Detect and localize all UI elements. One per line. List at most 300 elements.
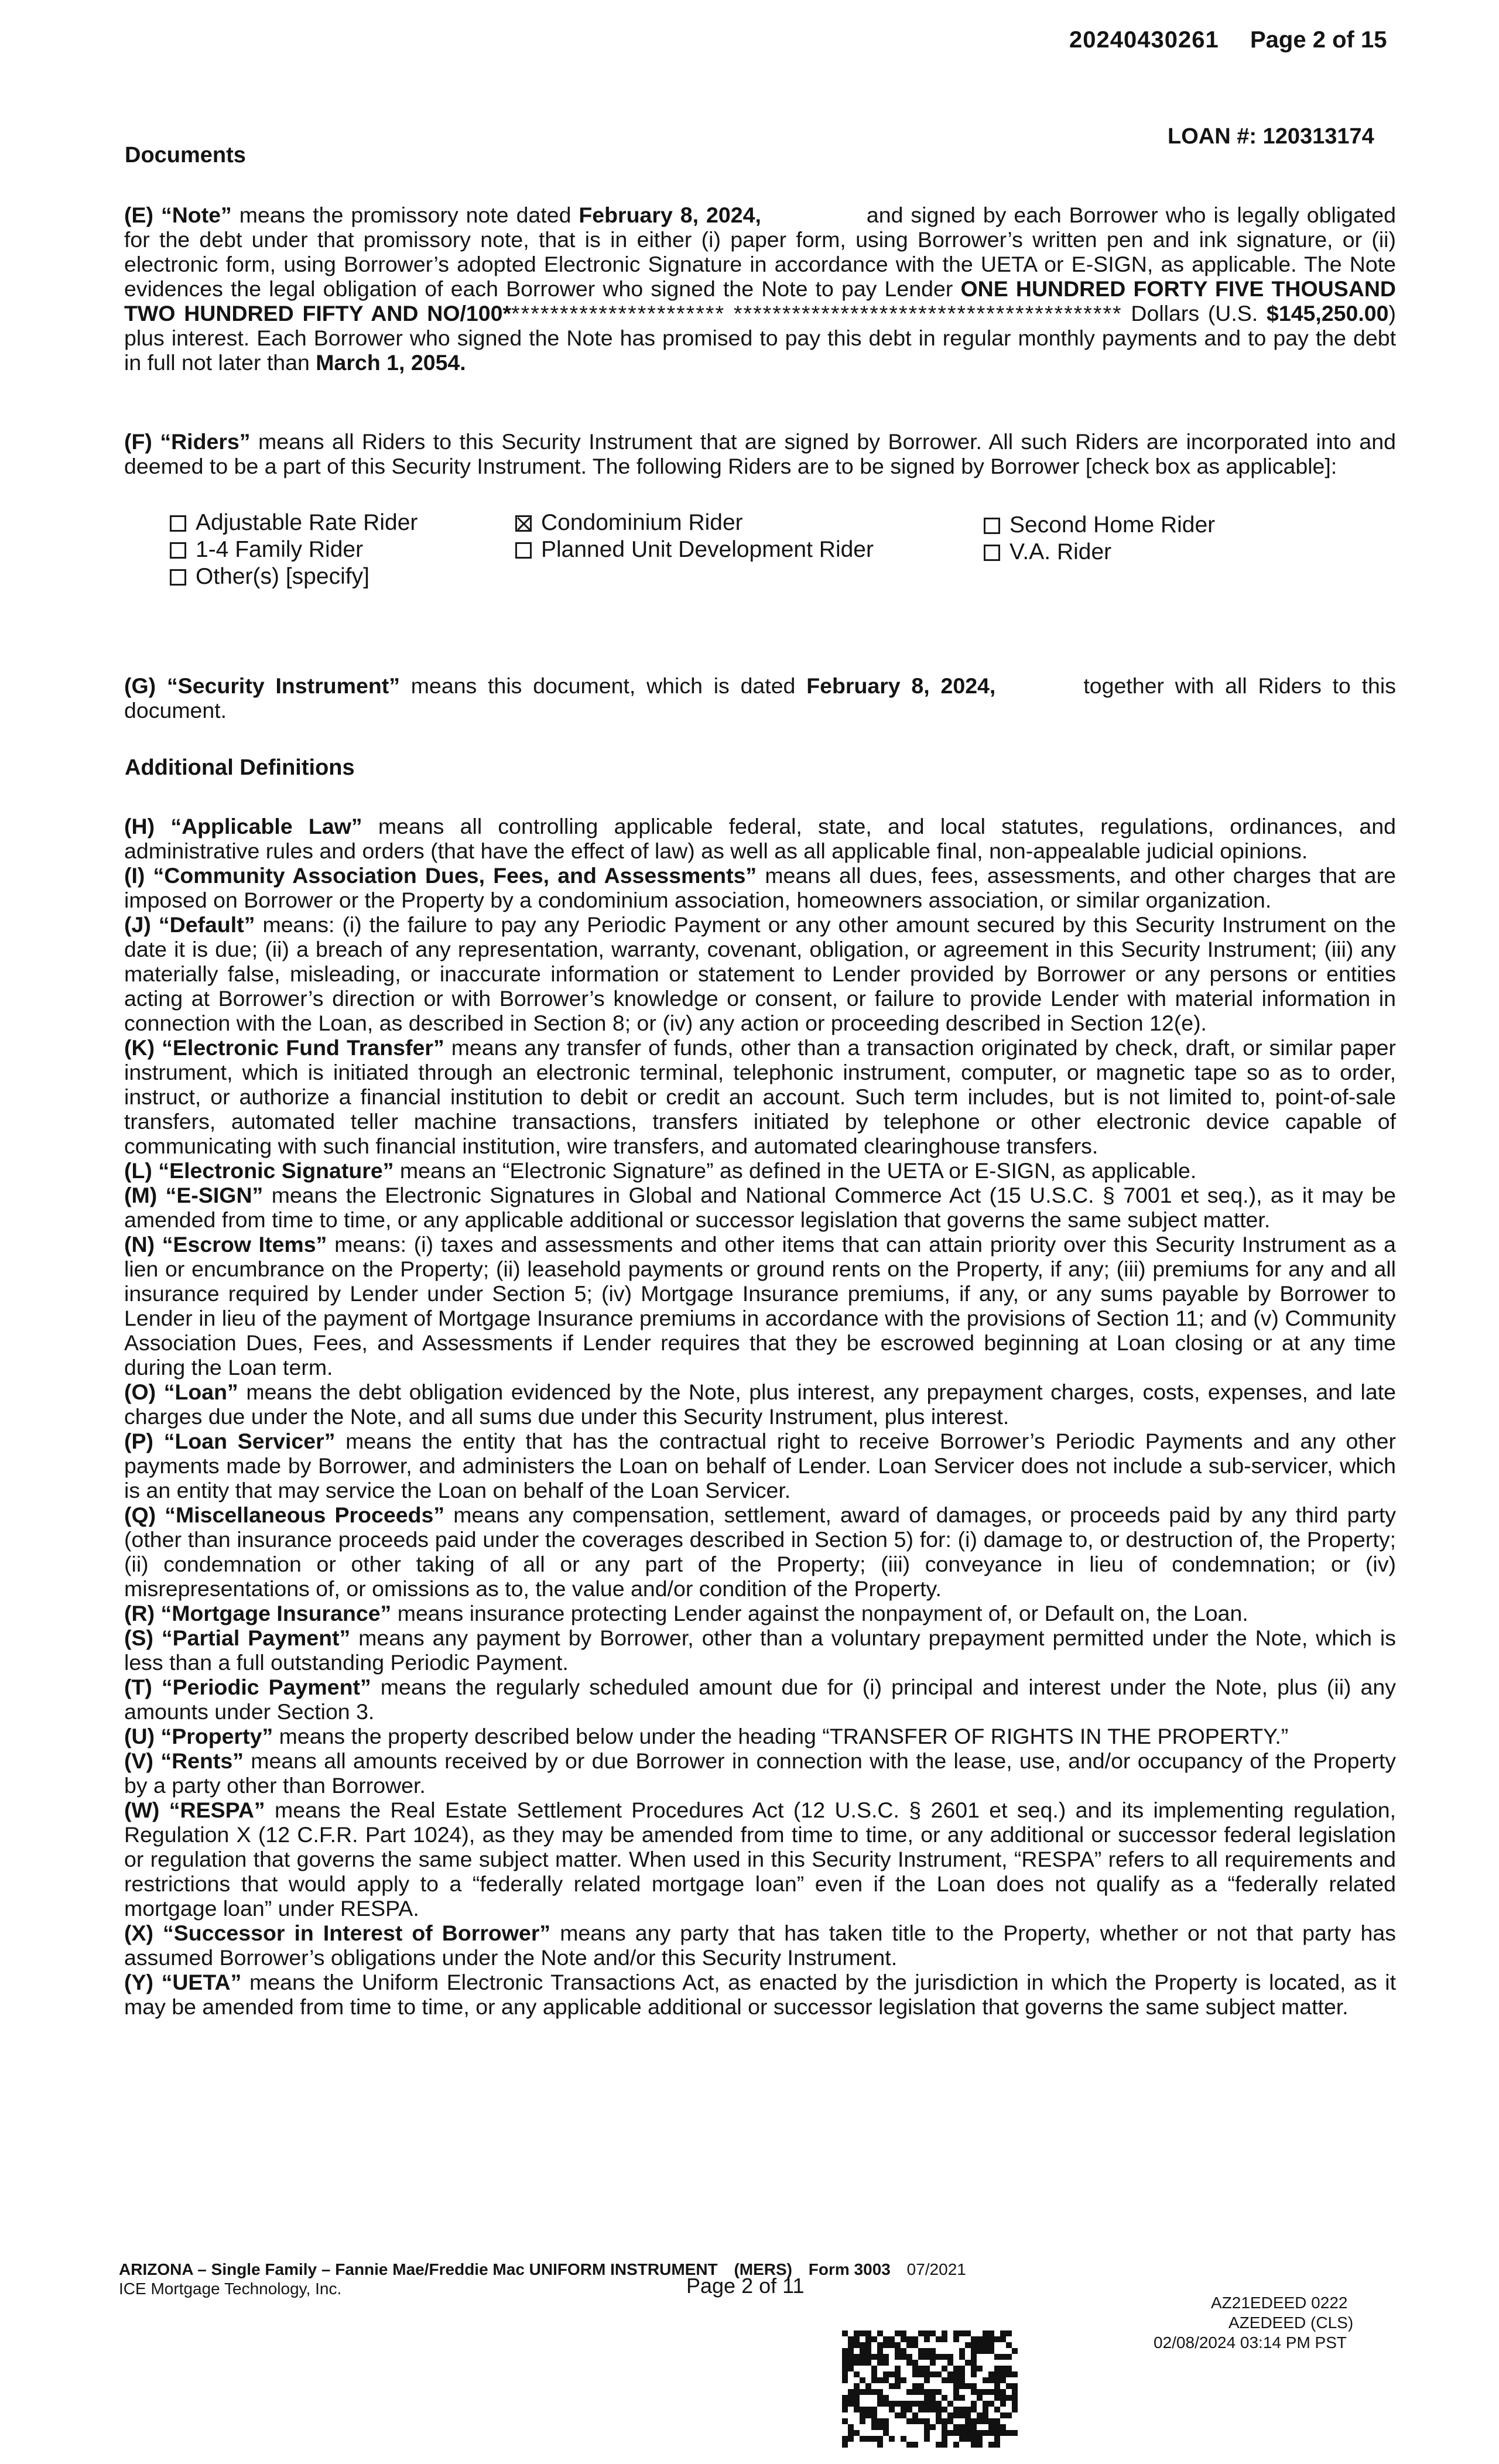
barcode-module — [977, 2418, 983, 2424]
rider-other[interactable] — [170, 563, 369, 590]
barcode-module — [994, 2336, 1000, 2342]
barcode-module — [936, 2336, 942, 2342]
barcode-module — [860, 2436, 865, 2442]
barcode-module — [918, 2418, 924, 2424]
barcode-module — [965, 2424, 971, 2430]
barcode-module — [930, 2407, 936, 2412]
barcode-module — [965, 2407, 971, 2412]
definition-text: means the promissory note dated — [231, 203, 579, 227]
barcode-module — [883, 2430, 889, 2436]
barcode-module — [883, 2424, 889, 2430]
definition-letter: (Q) — [124, 1503, 156, 1527]
barcode-module — [1012, 2407, 1018, 2412]
barcode-module — [994, 2354, 1000, 2360]
barcode-module — [912, 2383, 918, 2389]
barcode-module — [994, 2383, 1000, 2389]
barcode-module — [953, 2330, 959, 2336]
barcode-module — [994, 2430, 1000, 2436]
barcode-module — [842, 2377, 848, 2383]
definition-letter: (F) — [124, 429, 152, 454]
definition-letter: (H) — [124, 814, 155, 839]
definition-text: together with all Riders to this document. — [124, 673, 1396, 723]
barcode-module — [983, 2348, 988, 2354]
definition-term: “Periodic Payment” — [161, 1675, 371, 1699]
rider-label: Adjustable Rate Rider — [196, 510, 418, 535]
barcode-module — [1000, 2401, 1006, 2407]
barcode-module — [936, 2442, 942, 2448]
barcode-module — [983, 2336, 988, 2342]
barcode-module — [942, 2336, 947, 2342]
barcode-module — [942, 2418, 947, 2424]
barcode-module — [842, 2418, 848, 2424]
barcode-module — [860, 2348, 865, 2354]
checkbox-icon[interactable] — [170, 515, 186, 532]
definition-item — [124, 912, 1396, 1035]
barcode-module — [965, 2360, 971, 2366]
barcode-module — [1000, 2395, 1006, 2401]
page-indicator: Page 2 of 15 — [1250, 27, 1387, 53]
barcode-module — [942, 2377, 947, 2383]
definition-term: “RESPA” — [169, 1798, 265, 1822]
definition-riders — [124, 429, 1396, 478]
barcode-module — [947, 2360, 953, 2366]
barcode-module — [901, 2401, 906, 2407]
definition-text: means all Riders to this Security Instrument that are signed by Borrower. All such Riders are incorporated into and deemed to be a part of this Security Instrument. The following Riders are to be signed by Borrower [check box as applicable]: — [124, 429, 1396, 478]
rider-second-home[interactable] — [984, 512, 1215, 539]
barcode-module — [924, 2395, 930, 2401]
barcode-module — [971, 2354, 977, 2360]
barcode-module — [895, 2366, 901, 2371]
checkbox-icon[interactable] — [170, 542, 186, 559]
barcode-module — [842, 2354, 848, 2360]
note-date: February 8, 2024, — [579, 203, 761, 227]
definition-letter: (G) — [124, 673, 156, 698]
barcode-module — [1012, 2383, 1018, 2389]
barcode-module — [965, 2330, 971, 2336]
barcode-module — [953, 2412, 959, 2418]
barcode-module — [924, 2371, 930, 2377]
definition-term: “Electronic Signature” — [158, 1158, 394, 1183]
barcode-module — [848, 2430, 854, 2436]
barcode-module — [977, 2348, 983, 2354]
definition-text: means the debt obligation evidenced by the Note, plus interest, any prepayment charges, costs, expenses, and late charges due under the Note, and all sums due under this Security Instrument, plus interest. — [124, 1380, 1396, 1429]
definition-letter: (O) — [124, 1380, 156, 1404]
barcode-module — [860, 2354, 865, 2360]
barcode-module — [918, 2371, 924, 2377]
barcode-module — [965, 2383, 971, 2389]
barcode-module — [865, 2436, 871, 2442]
barcode-module — [924, 2401, 930, 2407]
barcode-image — [842, 2330, 1018, 2451]
barcode-module — [848, 2360, 854, 2366]
barcode-module — [877, 2354, 883, 2360]
barcode-module — [924, 2336, 930, 2342]
barcode-module — [936, 2354, 942, 2360]
checkbox-icon[interactable] — [170, 569, 186, 586]
barcode-module — [1006, 2395, 1012, 2401]
definition-letter: (X) — [124, 1921, 153, 1945]
definition-item — [124, 1625, 1396, 1675]
barcode-module — [1000, 2412, 1006, 2418]
definition-item — [124, 1232, 1396, 1380]
barcode-module — [1006, 2383, 1012, 2389]
barcode-module — [988, 2430, 994, 2436]
barcode-module — [924, 2330, 930, 2336]
barcode-module — [842, 2330, 848, 2336]
barcode-module — [871, 2371, 877, 2377]
barcode-module — [883, 2395, 889, 2401]
barcode-module — [1000, 2424, 1006, 2430]
barcode-module — [936, 2401, 942, 2407]
rider-label: Second Home Rider — [1009, 512, 1216, 538]
checkbox-icon[interactable] — [515, 542, 532, 559]
barcode-module — [971, 2430, 977, 2436]
definition-text: means all controlling applicable federal, state, and local statutes, regulations, ordinances, and administrative rules and orders (that have the effect of law) as well as all applicable final, non-appealable judicial opinions. — [124, 814, 1396, 863]
barcode-module — [953, 2407, 959, 2412]
barcode-module — [912, 2401, 918, 2407]
barcode-module — [994, 2424, 1000, 2430]
document-code: AZ21EDEED 0222 — [1211, 2294, 1348, 2312]
definition-text: means the Real Estate Settlement Procedures Act (12 U.S.C. § 2601 et seq.) and its implementing regulation, Regulation X (12 C.F.R. Part 1024), as they may be amended from time to time, or any additional or successor federal legislation or regulation that governs the same subject matter. When used in this Security Instrument, “RESPA” refers to all requirements and restrictions that would apply to a “federally related mortgage loan” even if the Loan does not qualify as a “federally related mortgage loan” under RESPA. — [124, 1798, 1396, 1921]
barcode-module — [860, 2330, 865, 2336]
barcode-module — [936, 2407, 942, 2412]
barcode-module — [942, 2442, 947, 2448]
barcode-module — [994, 2366, 1000, 2371]
barcode-module — [883, 2342, 889, 2348]
definition-term: “Security Instrument” — [166, 673, 400, 698]
barcode-module — [988, 2371, 994, 2377]
barcode-module — [1012, 2401, 1018, 2407]
barcode-module — [994, 2371, 1000, 2377]
dollars-label: Dollars (U.S. — [1131, 301, 1267, 326]
barcode-module — [924, 2418, 930, 2424]
barcode-module — [959, 2424, 965, 2430]
barcode-module — [953, 2336, 959, 2342]
barcode-module — [947, 2430, 953, 2436]
barcode-module — [1000, 2354, 1006, 2360]
barcode-module — [895, 2401, 901, 2407]
barcode-module — [924, 2366, 930, 2371]
definition-term: “Electronic Fund Transfer” — [162, 1035, 444, 1060]
barcode-module — [936, 2389, 942, 2395]
barcode-module — [965, 2430, 971, 2436]
definition-note — [124, 203, 1396, 375]
definition-text: means all dues, fees, assessments, and other charges that are imposed on Borrower or the Property by a condominium association, homeowners association, or similar organization. — [124, 863, 1397, 912]
barcode-module — [895, 2354, 901, 2360]
barcode-module — [871, 2436, 877, 2442]
definition-term: “E-SIGN” — [165, 1183, 263, 1207]
barcode-module — [1006, 2371, 1012, 2377]
barcode-module — [918, 2354, 924, 2360]
definition-item — [124, 1724, 1396, 1748]
barcode-module — [1000, 2330, 1006, 2336]
barcode-module — [848, 2389, 854, 2395]
definition-text: means any party that has taken title to the Property, whether or not that party has assumed Borrower’s obligations under the Note and/or this Security Instrument. — [124, 1921, 1396, 1970]
barcode-module — [942, 2407, 947, 2412]
barcode-module — [959, 2407, 965, 2412]
barcode-module — [860, 2407, 865, 2412]
barcode-module — [901, 2412, 906, 2418]
definition-item — [124, 863, 1396, 912]
definition-item — [124, 1503, 1396, 1601]
definition-letter: (J) — [124, 912, 151, 937]
instrument-date: February 8, 2024, — [806, 673, 996, 698]
barcode-module — [947, 2418, 953, 2424]
barcode-module — [842, 2436, 848, 2442]
barcode-module — [877, 2436, 883, 2442]
definition-term: “Mortgage Insurance” — [160, 1601, 392, 1625]
barcode-module — [842, 2401, 848, 2407]
barcode-module — [942, 2330, 947, 2336]
barcode-module — [988, 2418, 994, 2424]
barcode-module — [871, 2418, 877, 2424]
definition-letter: (E) — [124, 203, 153, 227]
rider-label: 1-4 Family Rider — [196, 537, 364, 562]
barcode-module — [877, 2442, 883, 2448]
barcode-module — [883, 2401, 889, 2407]
barcode-module — [871, 2389, 877, 2395]
barcode-module — [947, 2412, 953, 2418]
definition-text: means any payment by Borrower, other than a voluntary prepayment permitted under the Note, which is less than a full outstanding Periodic Payment. — [124, 1625, 1396, 1675]
barcode-module — [906, 2407, 912, 2412]
barcode-module — [871, 2407, 877, 2412]
barcode-module — [924, 2348, 930, 2354]
definition-term: “Partial Payment” — [161, 1625, 351, 1650]
definition-text: means this document, which is dated — [399, 673, 807, 698]
form-number: Form 3003 — [808, 2260, 891, 2278]
barcode-module — [947, 2371, 953, 2377]
barcode-module — [930, 2424, 936, 2430]
definition-letter: (R) — [124, 1601, 155, 1625]
barcode-module — [865, 2412, 871, 2418]
barcode-module — [965, 2436, 971, 2442]
barcode-module — [848, 2424, 854, 2430]
barcode-module — [918, 2407, 924, 2412]
barcode-module — [977, 2389, 983, 2395]
barcode-module — [947, 2354, 953, 2360]
barcode-module — [865, 2330, 871, 2336]
barcode-module — [854, 2330, 860, 2336]
barcode-module — [865, 2360, 871, 2366]
rider-label: Condominium Rider — [541, 510, 743, 535]
note-amount-words: ONE HUNDRED FORTY FIVE THOUSAND TWO HUNDRED FIFTY AND NO/100* — [124, 276, 1396, 326]
barcode-module — [860, 2360, 865, 2366]
definition-term: “Property” — [160, 1724, 273, 1748]
definition-letter: (M) — [124, 1183, 158, 1207]
definition-text: means the regularly scheduled amount due for (i) principal and interest under the Note, plus (ii) any amounts under Section 3. — [124, 1675, 1396, 1724]
barcode-module — [842, 2442, 848, 2448]
definition-term: “Applicable Law” — [170, 814, 362, 839]
barcode-module — [930, 2330, 936, 2336]
barcode-module — [901, 2348, 906, 2354]
barcode-module — [1006, 2342, 1012, 2348]
barcode-module — [924, 2354, 930, 2360]
barcode-module — [936, 2371, 942, 2377]
barcode-module — [930, 2354, 936, 2360]
checkbox-icon[interactable] — [984, 518, 1000, 534]
checkbox-icon[interactable] — [984, 545, 1000, 561]
barcode-module — [912, 2336, 918, 2342]
barcode-module — [877, 2395, 883, 2401]
barcode-module — [877, 2330, 883, 2336]
barcode-module — [988, 2330, 994, 2336]
barcode-module — [883, 2360, 889, 2366]
definitions-list — [124, 814, 1396, 2019]
definition-item — [124, 1035, 1396, 1158]
barcode-module — [988, 2336, 994, 2342]
barcode-module — [865, 2383, 871, 2389]
barcode-module — [860, 2412, 865, 2418]
barcode-module — [842, 2366, 848, 2371]
barcode-module — [924, 2424, 930, 2430]
barcode-module — [1000, 2336, 1006, 2342]
barcode-module — [854, 2360, 860, 2366]
rider-adjustable-rate[interactable] — [170, 509, 417, 536]
barcode-module — [889, 2436, 895, 2442]
barcode-module — [906, 2418, 912, 2424]
barcode-module — [953, 2383, 959, 2389]
rider-va[interactable] — [984, 539, 1111, 566]
barcode-module — [877, 2401, 883, 2407]
rider-planned-unit-development[interactable] — [515, 536, 874, 563]
barcode-module — [1012, 2389, 1018, 2395]
definition-term: “Escrow Items” — [162, 1232, 327, 1257]
barcode-module — [959, 2383, 965, 2389]
barcode-module — [953, 2366, 959, 2371]
definition-letter: (W) — [124, 1798, 160, 1822]
definition-text: ) plus interest. Each Borrower who signed the Note has promised to pay this debt in regular monthly payments and to pay the debt in full not later than — [124, 301, 1397, 375]
barcode-module — [848, 2348, 854, 2354]
barcode-module — [854, 2383, 860, 2389]
barcode-module — [965, 2342, 971, 2348]
barcode-module — [1006, 2430, 1012, 2436]
mers-label: (MERS) — [734, 2260, 792, 2278]
barcode-module — [901, 2377, 906, 2383]
barcode-module — [983, 2412, 988, 2418]
definition-letter: (S) — [124, 1625, 153, 1650]
barcode-module — [983, 2389, 988, 2395]
barcode-module — [912, 2412, 918, 2418]
barcode-module — [1012, 2395, 1018, 2401]
barcode-module — [983, 2418, 988, 2424]
rider-label: Planned Unit Development Rider — [541, 537, 874, 562]
barcode-module — [988, 2348, 994, 2354]
barcode-module — [1012, 2348, 1018, 2354]
barcode-module — [1012, 2371, 1018, 2377]
amount-fill-stars: **************************************** — [733, 301, 1122, 326]
barcode-module — [988, 2424, 994, 2430]
barcode-module — [883, 2418, 889, 2424]
barcode-module — [889, 2371, 895, 2377]
rider-label: V.A. Rider — [1009, 539, 1112, 564]
barcode-module — [983, 2407, 988, 2412]
recording-number: 20240430261 — [1069, 27, 1219, 53]
barcode-module — [918, 2383, 924, 2389]
definition-item — [124, 814, 1396, 863]
definition-item — [124, 1798, 1396, 1921]
barcode-module — [1000, 2366, 1006, 2371]
barcode-module — [901, 2407, 906, 2412]
barcode-module — [930, 2371, 936, 2377]
barcode-module — [971, 2336, 977, 2342]
barcode-module — [895, 2383, 901, 2389]
barcode-module — [983, 2377, 988, 2383]
definition-term: “Riders” — [160, 429, 251, 454]
barcode-module — [912, 2442, 918, 2448]
barcode-module — [959, 2430, 965, 2436]
barcode-module — [930, 2389, 936, 2395]
definition-letter: (L) — [124, 1158, 152, 1183]
barcode-module — [959, 2436, 965, 2442]
barcode-module — [848, 2401, 854, 2407]
barcode-module — [959, 2412, 965, 2418]
barcode-module — [942, 2424, 947, 2430]
definition-letter: (I) — [124, 863, 145, 888]
barcode-module — [906, 2442, 912, 2448]
amount-fill-stars: ********************** — [511, 301, 725, 326]
form-date: 07/2021 — [906, 2260, 966, 2278]
form-title: ARIZONA – Single Family – Fannie Mae/Freddie Mac UNIFORM INSTRUMENT — [119, 2260, 718, 2278]
barcode-module — [930, 2348, 936, 2354]
definition-letter: (K) — [124, 1035, 155, 1060]
barcode-module — [860, 2418, 865, 2424]
definition-security-instrument — [124, 673, 1396, 723]
barcode-module — [959, 2330, 965, 2336]
barcode-module — [854, 2407, 860, 2412]
definition-item — [124, 1380, 1396, 1429]
barcode-module — [971, 2342, 977, 2348]
definition-term: “Loan” — [163, 1380, 238, 1404]
barcode-module — [942, 2366, 947, 2371]
barcode-module — [901, 2436, 906, 2442]
definition-letter: (P) — [124, 1429, 153, 1453]
barcode-module — [865, 2407, 871, 2412]
barcode-module — [1000, 2389, 1006, 2395]
barcode-module — [1006, 2330, 1012, 2336]
barcode-module — [930, 2360, 936, 2366]
barcode-module — [842, 2395, 848, 2401]
barcode-module — [918, 2389, 924, 2395]
barcode-module — [953, 2442, 959, 2448]
barcode-module — [848, 2354, 854, 2360]
barcode-module — [988, 2377, 994, 2383]
barcode-module — [965, 2418, 971, 2424]
barcode-module — [848, 2395, 854, 2401]
barcode-module — [883, 2377, 889, 2383]
barcode-module — [906, 2342, 912, 2348]
barcode-module — [842, 2407, 848, 2412]
barcode-module — [924, 2430, 930, 2436]
rider-condominium[interactable] — [515, 509, 743, 536]
barcode-module — [959, 2354, 965, 2360]
additional-definitions-heading: Additional Definitions — [125, 755, 355, 780]
rider-1-4-family[interactable] — [170, 536, 363, 563]
barcode-module — [912, 2418, 918, 2424]
barcode-module — [865, 2348, 871, 2354]
barcode-module — [1000, 2377, 1006, 2383]
checked-checkbox-icon[interactable] — [515, 515, 532, 532]
barcode-module — [854, 2401, 860, 2407]
barcode-module — [848, 2436, 854, 2442]
barcode-module — [971, 2371, 977, 2377]
definition-text: means: (i) the failure to pay any Periodic Payment or any other amount secured by this Security Instrument on the date it is due; (ii) a breach of any representation, warranty, covenant, obligation, or agreement in this Security Instrument; (iii) any materially false, misleading, or inaccurate information or statement to Lender provided by Borrower or any persons or entities acting at Borrower’s direction or with Borrower’s knowledge or consent, or failure to provide Lender with material information in connection with the Loan, as described in Section 8; or (iv) any action or proceeding described in Section 12(e). — [124, 912, 1396, 1035]
barcode-module — [895, 2342, 901, 2348]
barcode-module — [906, 2354, 912, 2360]
barcode-module — [842, 2360, 848, 2366]
barcode-module — [959, 2348, 965, 2354]
definition-text: means the Electronic Signatures in Global and National Commerce Act (15 U.S.C. § 7001 et seq.), as it may be amended from time to time, or any applicable additional or successor legislation that governs the same subject matter. — [124, 1183, 1397, 1232]
definition-item — [124, 1748, 1396, 1798]
